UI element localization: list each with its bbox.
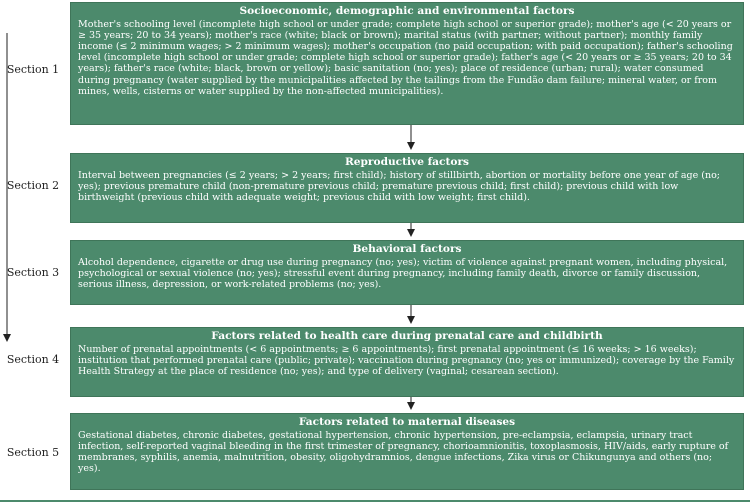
section-4-text: Number of prenatal appointments (< 6 appointments; ≥ 6 appointments); first prenatal appointment (≤ 16 weeks; > 16 weeks); institution that performed prenatal care (public; private); vaccination during pregnancy (no; yes or immunized); coverage by the Family Health Strategy at the place of residence (no; yes); and type of delivery (vaginal; cesarean section). [78, 343, 735, 377]
bottom-rule [0, 500, 750, 502]
section-3-label: Section 3 [6, 266, 60, 279]
section-1-text: Mother's schooling level (incomplete high school or under grade; complete high school or superior grade); mother's age (< 20 years or ≥ 35 years; 20 to 34 years); mother's race (white; black or brown); marital status (with partner; without partner); monthly family income (≤ 2 minimum wages; > 2 minimum wages); mother's occupation (no paid occupation; with paid occupation); father's schooling level (incomplete high school or under grade; complete high school or superior grade); father's age (< 20 years or ≥ 35 years; 20 to 34 years); father's race (white; black, brown or yellow); basic sanitation (no; yes); place of residence (urban; rural); water consumed during pregnancy (water supplied by the municipalities affected by the tailings from the Fundão dam failure; mineral water, or from mines, wells, cisterns or water supplied by the non-affected municipalities). [78, 18, 733, 97]
section-5-box [70, 413, 744, 490]
section-2-text: Interval between pregnancies (≤ 2 years; > 2 years; first child); history of stillbirth, abortion or mortality before one year of age (no; yes); previous premature child (non-premature previous child; premature previous child; first child); previous child with low birthweight (previous child with adequate weight; previous child with low weight; first child). [78, 169, 720, 203]
section-5-text: Gestational diabetes, chronic diabetes, gestational hypertension, chronic hypertension, pre-eclampsia, eclampsia, urinary tract infection, self-reported vaginal bleeding in the first trimester of pregnancy, chorioamnionitis, toxoplasmosis, HIV/aids, early rupture of membranes, syphilis, anemia, malnutrition, obesity, oligohydramnios, dengue infections, Zika virus or Chikungunya and others (no; yes). [78, 429, 729, 475]
section-5-label: Section 5 [6, 446, 60, 459]
section-1-title: Socioeconomic, demographic and environmental factors [239, 5, 575, 17]
section-3-title: Behavioral factors [352, 243, 462, 255]
section-2-box [70, 153, 744, 223]
section-4-label: Section 4 [6, 353, 60, 366]
section-5-title: Factors related to maternal diseases [298, 416, 516, 428]
section-4-title: Factors related to health care during prenatal care and childbirth [211, 330, 603, 342]
section-1-box [70, 2, 744, 125]
section-4-box [70, 327, 744, 397]
section-3-text: Alcohol dependence, cigarette or drug use during pregnancy (no; yes); victim of violence against pregnant women, including physical, psychological or sexual violence (no; yes); stressful event during pregnancy, including family death, divorce or family discussion, serious illness, depression, or work-related problems (no; yes). [78, 256, 728, 290]
section-2-title: Reproductive factors [344, 156, 470, 168]
section-2-label: Section 2 [6, 179, 60, 192]
section-1-label: Section 1 [6, 63, 60, 76]
section-3-box [70, 240, 744, 305]
